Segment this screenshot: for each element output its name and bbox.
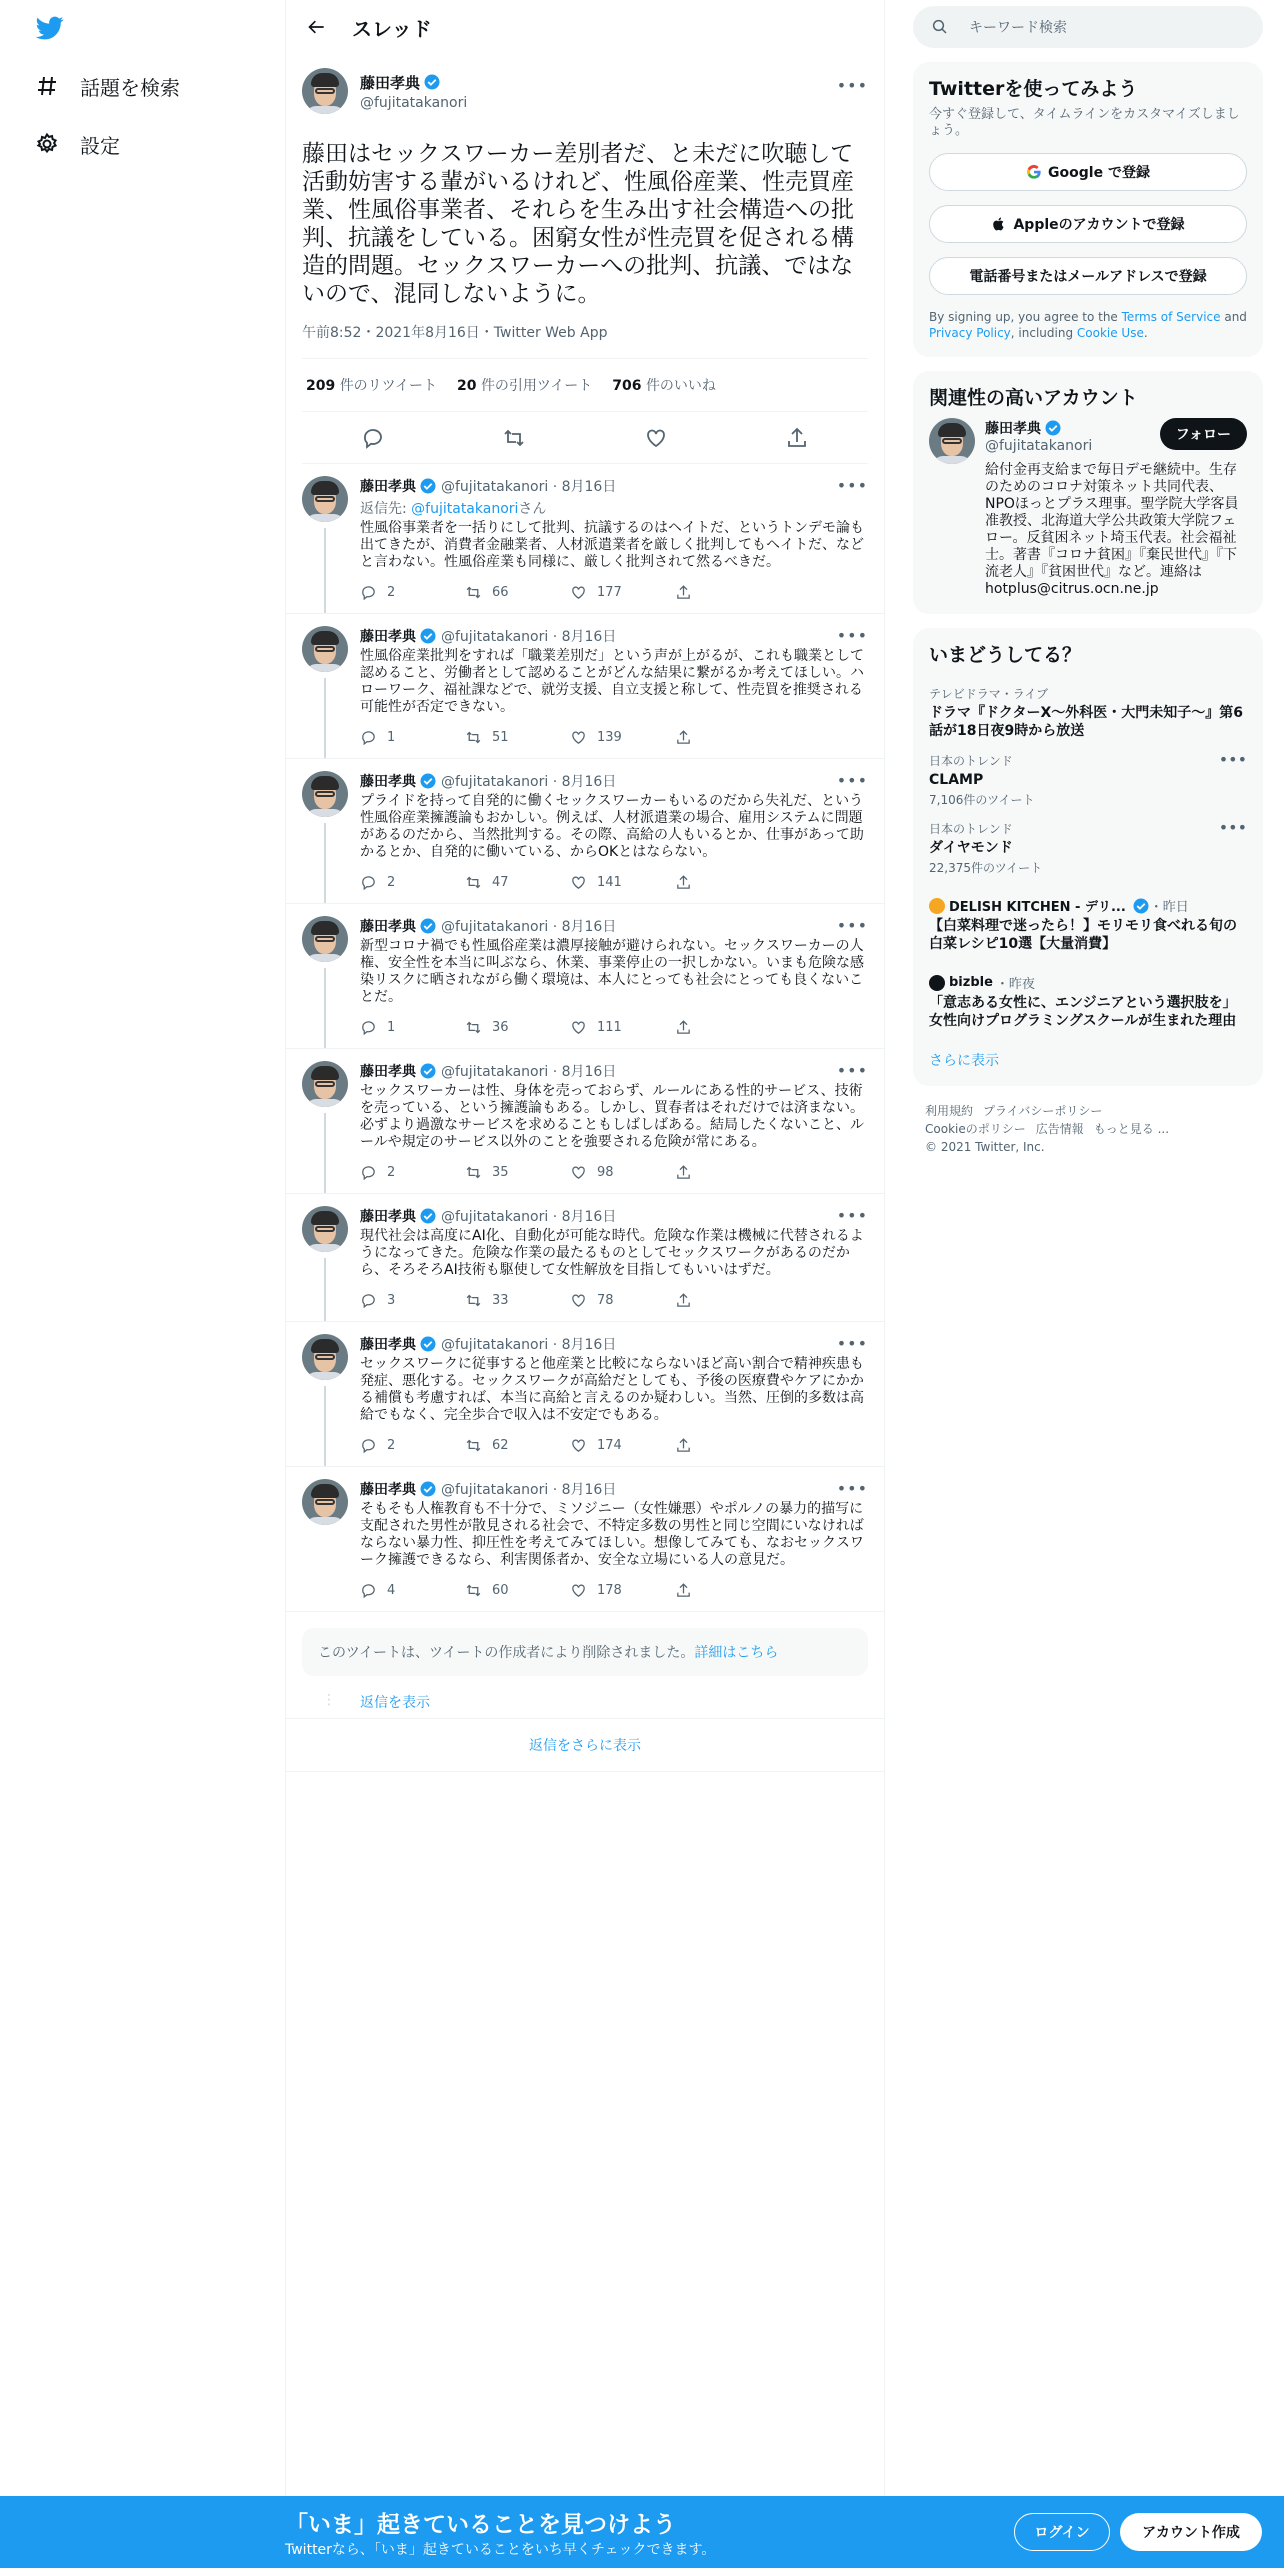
like-count[interactable]: 706 件のいいね (612, 378, 716, 394)
related-handle[interactable]: @fujitatakanori (985, 438, 1093, 454)
show-replies-link[interactable]: 返信を表示 (360, 1695, 430, 1711)
reply-button[interactable]: 1 (360, 729, 465, 746)
reply-text: セックスワーカーは性、身体を売っておらず、ルールにある性的サービス、技術を売っている、という擁護論もある。しかし、買春者はそれだけでは済まない。必ずより過激なサービスを求めることもしばしばある。結局したくないこと、ルールや規定のサービス以外のことを強要される危険が常にある。 (360, 1083, 864, 1150)
share-icon[interactable] (785, 426, 809, 450)
verified-badge-icon (419, 1062, 437, 1080)
reply-actions (360, 873, 868, 891)
tweet-actions (302, 412, 868, 464)
retweet-button[interactable]: 66 (465, 584, 570, 601)
thread-line (324, 678, 326, 758)
retweet-icon (465, 1292, 482, 1309)
follow-button[interactable]: フォロー (1160, 418, 1247, 450)
reply-actions (360, 1163, 868, 1181)
author-name[interactable]: 藤田孝典 (360, 73, 421, 92)
deleted-tweet-notice: このツイートは、ツイートの作成者により削除されました。詳細はこちら (302, 1628, 868, 1676)
reply-button[interactable]: 2 (360, 1164, 465, 1181)
banner-subtext: Twitterなら、「いま」起きていることをいち早くチェックできます。 (285, 2542, 716, 2558)
reply-icon (360, 1437, 377, 1454)
avatar[interactable] (929, 418, 975, 464)
reply-text: 性風俗事業者を一括りにして批判、抗議するのはヘイトだ、というトンデモ論も出てきたが、消費者金融業者、人材派遣業者を厳しく批判してもヘイトだ、などと言わない。性風俗産業も同様に、厳しく批判されて然るべきだ。 (360, 520, 864, 570)
learn-more-link[interactable]: 詳細はこちら (694, 1645, 779, 1661)
avatar[interactable] (302, 916, 348, 962)
nav-settings[interactable] (34, 124, 120, 164)
avatar[interactable] (302, 771, 348, 817)
like-button[interactable]: 178 (570, 1582, 675, 1599)
phone-email-signup-button[interactable]: 電話番号またはメールアドレスで登録 (929, 257, 1247, 295)
nav-settings-label: 設定 (80, 133, 120, 158)
search-icon (931, 18, 949, 36)
back-arrow-icon[interactable] (302, 12, 332, 42)
nav-explore-label: 話題を検索 (80, 75, 180, 100)
reply-text: 性風俗産業批判をすれば「職業差別だ」という声が上がるが、これも職業として認めること、労働者として認めることがどんな結果に繋がるか考えてほしい。ハローワーク、福祉課などで、就労支援、自立支援と称して、性売買を推奨される可能性が否定できない。 (360, 648, 864, 715)
footer-link[interactable]: Cookieのポリシー (925, 1122, 1026, 1136)
reply-icon (360, 1019, 377, 1036)
reply-meta[interactable]: @fujitatakanori · 8月16日 (441, 1064, 617, 1080)
verified-badge-icon (419, 1207, 437, 1225)
reply-text: 新型コロナ禍でも性風俗産業は濃厚接触が避けられない。セックスワーカーの人権、安全性を本当に叫ぶなら、休業、事業停止の一択しかない。いまも危険な感染リスクに晒されながら働く環境は、本人にとっても社会にとっても良くないことだ。 (360, 938, 864, 1005)
reply-icon (360, 874, 377, 891)
reply-text: そもそも人権教育も不十分で、ミソジニー（女性嫌悪）やポルノの暴力的描写に支配された男性が散見される社会で、不特定多数の男性と同じ空間にいなければならない暴力性、抑圧性を考えてみてほしい。想像してみても、なおセックスワーク擁護できるなら、利害関係者か、安全な立場にいる人の意見だ。 (360, 1501, 864, 1568)
retweet-button[interactable]: 47 (465, 874, 570, 891)
like-button[interactable]: 141 (570, 874, 675, 891)
more-icon[interactable]: ••• (836, 916, 868, 935)
news-source: bizble (949, 975, 993, 990)
more-icon[interactable]: ••• (836, 1479, 868, 1498)
like-button[interactable]: 111 (570, 1019, 675, 1036)
retweet-button[interactable]: 36 (465, 1019, 570, 1036)
reply-meta[interactable]: @fujitatakanori · 8月16日 (441, 1209, 617, 1225)
apple-signup-button[interactable]: Appleのアカウントで登録 (929, 205, 1247, 243)
apple-icon (991, 216, 1007, 232)
reply-author-name[interactable]: 藤田孝典 (360, 1064, 416, 1080)
like-icon[interactable] (644, 426, 668, 450)
reply-meta[interactable]: @fujitatakanori · 8月16日 (441, 919, 617, 935)
like-button[interactable]: 98 (570, 1164, 675, 1181)
bottom-banner (0, 2496, 1284, 2568)
related-name[interactable]: 藤田孝典 (985, 421, 1041, 437)
like-icon (570, 1437, 587, 1454)
trend-count: 22,375件のツイート (929, 861, 1043, 875)
avatar[interactable] (302, 626, 348, 672)
nav-explore[interactable] (34, 66, 180, 106)
verified-badge-icon (419, 627, 437, 645)
retweet-icon (465, 1164, 482, 1181)
share-icon[interactable] (675, 1292, 692, 1309)
reply-author-name[interactable]: 藤田孝典 (360, 1482, 416, 1498)
news-time: ・昨日 (1149, 900, 1189, 915)
reply-meta[interactable]: @fujitatakanori · 8月16日 (441, 629, 617, 645)
trend-category: 日本のトレンド (929, 754, 1013, 768)
reply-tweet[interactable] (286, 1467, 884, 1612)
reply-button[interactable]: 4 (360, 1582, 465, 1599)
reply-text: プライドを持って自発的に働くセックスワーカーもいるのだから失礼だ、という性風俗産業擁護論もおかしい。例えば、人材派遣業の場合、雇用システムに問題があるのだから、当然批判する。その際、高給の人もいるとか、仕事があって助かるとか、自発的に働いている、からOKとはならない。 (360, 793, 864, 860)
news-time: ・昨夜 (995, 977, 1035, 992)
share-icon[interactable] (675, 1019, 692, 1036)
retweet-button[interactable]: 35 (465, 1164, 570, 1181)
trend-category: 日本のトレンド (929, 822, 1013, 836)
reply-tweet[interactable] (286, 1194, 884, 1322)
reply-button[interactable]: 2 (360, 874, 465, 891)
tweet-meta[interactable]: 午前8:52・2021年8月16日・Twitter Web App (302, 322, 868, 359)
like-icon (570, 1019, 587, 1036)
trend-item[interactable] (929, 808, 1247, 876)
reply-button[interactable]: 3 (360, 1292, 465, 1309)
source-logo-icon (929, 898, 945, 914)
more-icon[interactable]: ••• (836, 76, 868, 95)
reply-to-link[interactable]: @fujitatakanori (411, 501, 519, 517)
retweet-button[interactable]: 33 (465, 1292, 570, 1309)
footer-link[interactable]: もっと見る ... (1093, 1122, 1170, 1136)
trends-panel (913, 628, 1263, 1086)
avatar[interactable] (302, 1334, 348, 1380)
retweet-button[interactable]: 62 (465, 1437, 570, 1454)
reply-tweet[interactable] (286, 904, 884, 1049)
share-icon[interactable] (675, 584, 692, 601)
reply-author-name[interactable]: 藤田孝典 (360, 1209, 416, 1225)
show-more-trends-link[interactable]: さらに表示 (929, 1053, 999, 1069)
reply-button[interactable]: 2 (360, 584, 465, 601)
related-account[interactable] (929, 418, 1247, 598)
trends-title: いまどうしてる？ (929, 644, 1082, 666)
reply-button[interactable]: 1 (360, 1019, 465, 1036)
share-icon[interactable] (675, 729, 692, 746)
google-icon (1026, 164, 1042, 180)
signup-button[interactable]: アカウント作成 (1120, 2513, 1262, 2551)
reply-button[interactable]: 2 (360, 1437, 465, 1454)
reply-icon (360, 729, 377, 746)
like-icon (570, 584, 587, 601)
signup-title: Twitterを使ってみよう (929, 78, 1138, 100)
verified-badge-icon (419, 917, 437, 935)
more-icon[interactable]: ••• (836, 771, 868, 790)
trend-title: ドラマ『ドクターX～外科医・大門未知子～』第6話が18日夜9時から放送 (929, 705, 1243, 739)
reply-text: セックスワークに従事すると他産業と比較にならないほど高い割合で精神疾患も発症、悪化する。セックスワークが高給だとしても、予後の医療費やケアにかかる補償も考慮すれば、本当に高給と言えるのか疑わしい。当然、圧倒的多数は高給でもなく、完全歩合で収入は不安定でもある。 (360, 1356, 864, 1423)
reply-author-name[interactable]: 藤田孝典 (360, 919, 416, 935)
retweet-icon (465, 1437, 482, 1454)
cookie-link[interactable]: Cookie Use (1076, 326, 1144, 340)
page-header (286, 0, 884, 54)
footer-link[interactable]: プライバシーポリシー (983, 1104, 1103, 1118)
more-icon[interactable]: ••• (1218, 750, 1247, 769)
reply-meta[interactable]: @fujitatakanori · 8月16日 (441, 1482, 617, 1498)
trend-count: 7,106件のツイート (929, 793, 1035, 807)
reply-actions (360, 1436, 868, 1454)
thread-line (324, 823, 326, 903)
terms-link[interactable]: Terms of Service (1121, 310, 1221, 324)
verified-badge-icon (419, 772, 437, 790)
retweet-button[interactable]: 51 (465, 729, 570, 746)
more-icon[interactable]: ••• (836, 626, 868, 645)
copyright: © 2021 Twitter, Inc. (925, 1140, 1045, 1154)
reply-to: 返信先: @fujitatakanoriさん (360, 501, 547, 517)
more-icon[interactable]: ••• (836, 1061, 868, 1080)
like-icon (570, 1582, 587, 1599)
footer-link[interactable]: 広告情報 (1035, 1122, 1084, 1136)
retweet-button[interactable]: 60 (465, 1582, 570, 1599)
thread-line (324, 1386, 326, 1466)
search-placeholder: キーワード検索 (969, 20, 1067, 36)
trend-title: CLAMP (929, 772, 984, 788)
retweet-icon (465, 1582, 482, 1599)
like-button[interactable]: 174 (570, 1437, 675, 1454)
reply-tweet[interactable] (286, 614, 884, 759)
retweet-icon[interactable] (502, 426, 526, 450)
reply-meta[interactable]: @fujitatakanori · 8月16日 (441, 774, 617, 790)
signup-panel (913, 62, 1263, 357)
avatar[interactable] (302, 1061, 348, 1107)
retweet-icon (465, 729, 482, 746)
share-icon[interactable] (675, 874, 692, 891)
reply-tweet[interactable] (286, 464, 884, 614)
more-icon[interactable]: ••• (1218, 818, 1247, 837)
verified-badge-icon (419, 1335, 437, 1353)
verified-badge-icon (1044, 419, 1062, 437)
like-icon (570, 1164, 587, 1181)
thread-line (324, 1113, 326, 1193)
reply-meta[interactable]: @fujitatakanori · 8月16日 (441, 1337, 617, 1353)
news-source: DELISH KITCHEN - デリ... (949, 900, 1126, 915)
author-handle[interactable]: @fujitatakanori (360, 94, 468, 111)
reply-list (286, 464, 884, 1612)
twitter-logo-icon[interactable] (34, 14, 66, 42)
like-icon (570, 1292, 587, 1309)
search-input[interactable] (913, 6, 1263, 48)
gear-icon (34, 131, 60, 157)
avatar[interactable] (302, 1479, 348, 1525)
terms-text: By signing up, you agree to the Terms of Service and Privacy Policy, including Cookie Use. (929, 310, 1247, 340)
related-title: 関連性の高いアカウント (929, 387, 1138, 409)
reply-icon (360, 1164, 377, 1181)
avatar[interactable] (302, 68, 348, 114)
news-title: 【白菜料理で迷ったら！】モリモリ食べれる旬の白菜レシピ10選【大量消費】 (929, 918, 1237, 952)
trend-title: ダイヤモンド (929, 840, 1013, 856)
trend-category: テレビドラマ・ライブ (929, 687, 1049, 701)
reply-actions (360, 1581, 868, 1599)
more-icon[interactable]: ••• (836, 476, 868, 495)
retweet-icon (465, 584, 482, 601)
share-icon[interactable] (675, 1164, 692, 1181)
reply-author-name[interactable]: 藤田孝典 (360, 774, 416, 790)
avatar[interactable] (302, 1206, 348, 1252)
reply-icon (360, 584, 377, 601)
related-accounts-panel (913, 371, 1263, 614)
privacy-link[interactable]: Privacy Policy (929, 326, 1011, 340)
reply-tweet[interactable] (286, 759, 884, 904)
verified-badge-icon (419, 477, 437, 495)
like-icon (570, 874, 587, 891)
right-column (913, 0, 1263, 1172)
reply-meta[interactable]: @fujitatakanori · 8月16日 (441, 479, 617, 495)
like-button[interactable]: 139 (570, 729, 675, 746)
left-nav (0, 0, 285, 2568)
banner-headline: 「いま」起きていることを見つけよう (285, 2512, 676, 2538)
like-icon (570, 729, 587, 746)
related-bio: 給付金再支給まで毎日デモ継続中。生存のためのコロナ対策ネット共同代表、NPOほっとプラス理事。聖学院大学客員准教授、北海道大学公共政策大学院フェロー。反貧困ネット埼玉代表。社会福祉士。著書『コロナ貧困』『棄民世代』『下流老人』『貧困世代』など。連絡はhotplus@citrus.ocn.ne.jp (985, 462, 1239, 597)
main-column (285, 0, 885, 2568)
reply-icon (360, 1292, 377, 1309)
thread-line (324, 528, 326, 613)
trend-item[interactable] (929, 740, 1247, 808)
reply-icon (360, 1582, 377, 1599)
retweet-count[interactable]: 209 件のリツイート (306, 378, 437, 394)
login-button[interactable]: ログイン (1014, 2513, 1110, 2551)
thread-line (324, 968, 326, 1048)
share-icon[interactable] (675, 1437, 692, 1454)
source-logo-icon (929, 975, 945, 991)
signup-subtitle: 今すぐ登録して、タイムラインをカスタマイズしましょう。 (929, 107, 1240, 138)
reply-icon[interactable] (361, 426, 385, 450)
trend-item[interactable] (929, 673, 1247, 740)
thread-line (324, 1258, 326, 1321)
more-icon[interactable]: ••• (836, 1206, 868, 1225)
tweet-stats (302, 359, 868, 412)
reply-actions (360, 1018, 868, 1036)
show-more-replies-button[interactable]: 返信をさらに表示 (286, 1718, 884, 1772)
avatar[interactable] (302, 476, 348, 522)
hashtag-icon (34, 73, 60, 99)
like-button[interactable]: 177 (570, 584, 675, 601)
tweet-text: 藤田はセックスワーカー差別者だ、と未だに吹聴して活動妨害する輩がいるけれど、性風俗産業、性売買産業、性風俗事業者、それらを生み出す社会構造への批判、抗議をしている。困窮女性が性売買を促される構造的問題。セックスワーカーへの批判、抗議、ではないので、混同しないように。 (302, 141, 854, 307)
news-item[interactable] (929, 876, 1247, 953)
reply-author-name[interactable]: 藤田孝典 (360, 1337, 416, 1353)
retweet-icon (465, 1019, 482, 1036)
reply-author-name[interactable]: 藤田孝典 (360, 629, 416, 645)
reply-tweet[interactable] (286, 1322, 884, 1467)
reply-text: 現代社会は高度にAI化、自動化が可能な時代。危険な作業は機械に代替されるようになってきた。危険な作業の最たるものとしてセックスワークがあるのだから、そろそろAI技術も駆使して女性解放を目指してもいいはずだ。 (360, 1228, 864, 1278)
retweet-icon (465, 874, 482, 891)
quote-count[interactable]: 20 件の引用ツイート (457, 378, 593, 394)
verified-badge-icon (1132, 897, 1150, 915)
reply-tweet[interactable] (286, 1049, 884, 1194)
like-button[interactable]: 78 (570, 1292, 675, 1309)
page-title: スレッド (352, 16, 432, 41)
show-replies: ⋮ 返信を表示 (322, 1692, 430, 1711)
reply-actions (360, 583, 868, 601)
news-title: 「意志ある女性に、エンジニアという選択肢を」 女性向けプログラミングスクールが生まれた理由 (929, 995, 1244, 1029)
reply-author-name[interactable]: 藤田孝典 (360, 479, 416, 495)
verified-badge-icon (419, 1480, 437, 1498)
reply-actions (360, 1291, 868, 1309)
news-item[interactable] (929, 953, 1247, 1030)
focal-tweet (286, 54, 884, 464)
verified-badge-icon (423, 73, 441, 91)
google-signup-button[interactable]: Google で登録 (929, 153, 1247, 191)
share-icon[interactable] (675, 1582, 692, 1599)
footer-link[interactable]: 利用規約 (925, 1104, 974, 1118)
reply-actions (360, 728, 868, 746)
footer (913, 1086, 1263, 1172)
more-icon[interactable]: ••• (836, 1334, 868, 1353)
